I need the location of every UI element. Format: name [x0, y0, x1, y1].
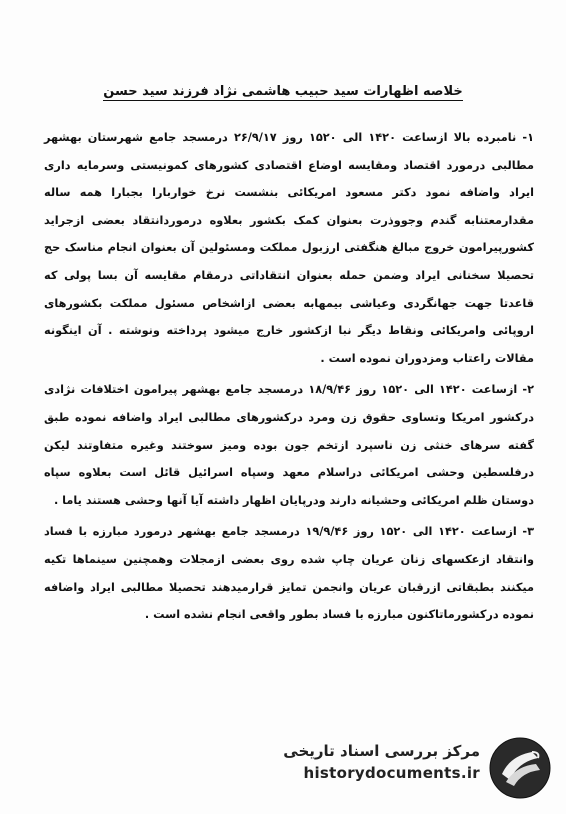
document-title: خلاصه اظهارات سید حبیب هاشمی نژاد فرزند سید حسن — [103, 84, 463, 99]
watermark — [272, 734, 552, 804]
watermark-name: مرکز بررسی اسناد تاریخی — [283, 742, 480, 760]
document-body — [44, 124, 534, 633]
paragraph-1: ۱- نامبرده بالا ازساعت ۱۴۲۰ الی ۱۵۲۰ روز ۲۶/۹/۱۷ درمسجد جامع شهرستان بهشهر مطالبی درمورد اقتصاد ومقایسه اوضاع اقتصادی کشورهای کمونیستی وسرمایه داری ایراد واضافه نمود دکتر مسعود امریکائی بنشست نرخ خواربارا بجبارا همه ساله مقدارمعتنابه گندم وجووذرت بعنوان کمک بکشور بعلاوه درموردانتقاد بعضی ازجراید کشورپیرامون خروج مبالغ هنگفتی ارزبول مملکت ومسئولین آن بعنوان انجام مناسک حج تحصیلا سخنانی ایراد وضمن حمله بعنوان انتقاداتی درمقام مقایسه آن بسا پولی که قاعدتا جهت جهانگردی وعیاشی بیمهابه بعضی ازاشخاص مسئول مملکت بکشورهای اروپائی وامریکائی ونقاط دیگر نبا ازکشور خارج میشود پرداخته ونوشته . آن اینگونه مقالات راعتاب ومزدوران نموده است . — [44, 131, 534, 365]
title-container — [0, 80, 566, 101]
watermark-text — [283, 742, 480, 782]
paragraph-3: ۳- ازساعت ۱۴۲۰ الی ۱۵۲۰ روز ۱۹/۹/۴۶ درمسجد جامع بهشهر درمورد مبارزه با فساد وانتقاد ازعکسهای زنان عریان چاپ شده روی بعضی ازمجلات وهمچنین سینماها تکیه میکنند بطبقاتی ازرقبان عریان وانجمن تمایز قرارمیدهند تحصیلا مطالبی ایراد واضافه نموده درکشورماتاکنون مبارزه با فساد بطور واقعی انجام نشده است . — [44, 525, 534, 622]
watermark-url: historydocuments.ir — [303, 764, 480, 782]
paragraph-2: ۲- ازساعت ۱۴۲۰ الی ۱۵۲۰ روز ۱۸/۹/۴۶ درمسجد جامع بهشهر پیرامون اختلافات نژادی درکشور امریکا وتساوی حقوق زن ومرد درکشورهای مطالبی ایراد واضافه نموده طبق گفته سرهای خنثی زن ناسپرد ازتخم جون بوده ومیز سوختند وغیره متفاوتند لیکن درفلسطین وحشی امریکائی دراسلام معهد وسپاه اسرائیل قائل است بعلاوه سپاه دوستان ظلم امریکائی وحشیانه دارند ودرپایان اظهار داشته آیا آنها وحشی هستند یاما . — [44, 383, 534, 507]
scroll-logo-icon — [488, 736, 552, 800]
